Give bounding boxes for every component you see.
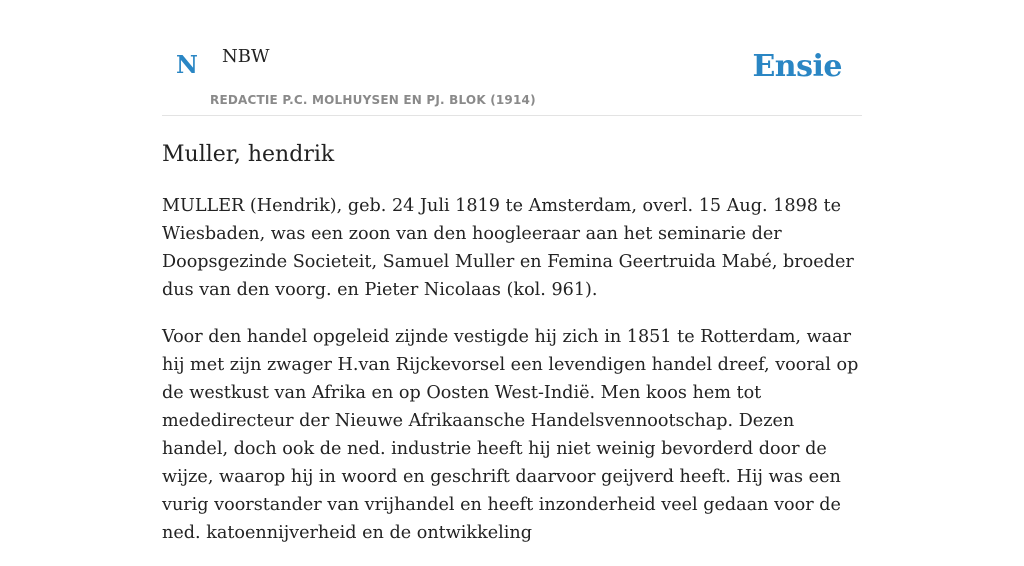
- source-editors: REDACTIE P.C. MOLHUYSEN EN PJ. BLOK (1914): [210, 93, 536, 107]
- article-title: Muller, hendrik: [162, 142, 335, 167]
- header: [162, 0, 862, 116]
- source-logo[interactable]: N: [176, 50, 198, 79]
- article-paragraph: MULLER (Hendrik), geb. 24 Juli 1819 te Amsterdam, overl. 15 Aug. 1898 te Wiesbaden, was een zoon van den hoogleeraar aan het seminarie der Doopsgezinde Societeit, Samuel Muller en Femina Geertruida Mabé, broeder dus van den voorg. en Pieter Nicolaas (kol. 961).: [162, 196, 854, 300]
- source-name-link[interactable]: NBW: [222, 46, 270, 67]
- site-logo[interactable]: Ensie: [752, 49, 842, 84]
- article-body: [162, 192, 862, 566]
- article-paragraph: Voor den handel opgeleid zijnde vestigde hij zich in 1851 te Rotterdam, waar hij met zijn zwager H.van Rijckevorsel een levendigen handel dreef, vooral op de westkust van Afrika en op Oosten West-Indië. Men koos hem tot mededirecteur der Nieuwe Afrikaansche Handelsvennootschap. Dezen handel, doch ook de ned. industrie heeft hij niet weinig bevorderd door de wijze, waarop hij in woord en geschrift daarvoor geijverd heeft. Hij was een vurig voorstander van vrijhandel en heeft inzonderheid veel gedaan voor de ned. katoennijverheid en de ontwikkeling: [162, 327, 859, 543]
